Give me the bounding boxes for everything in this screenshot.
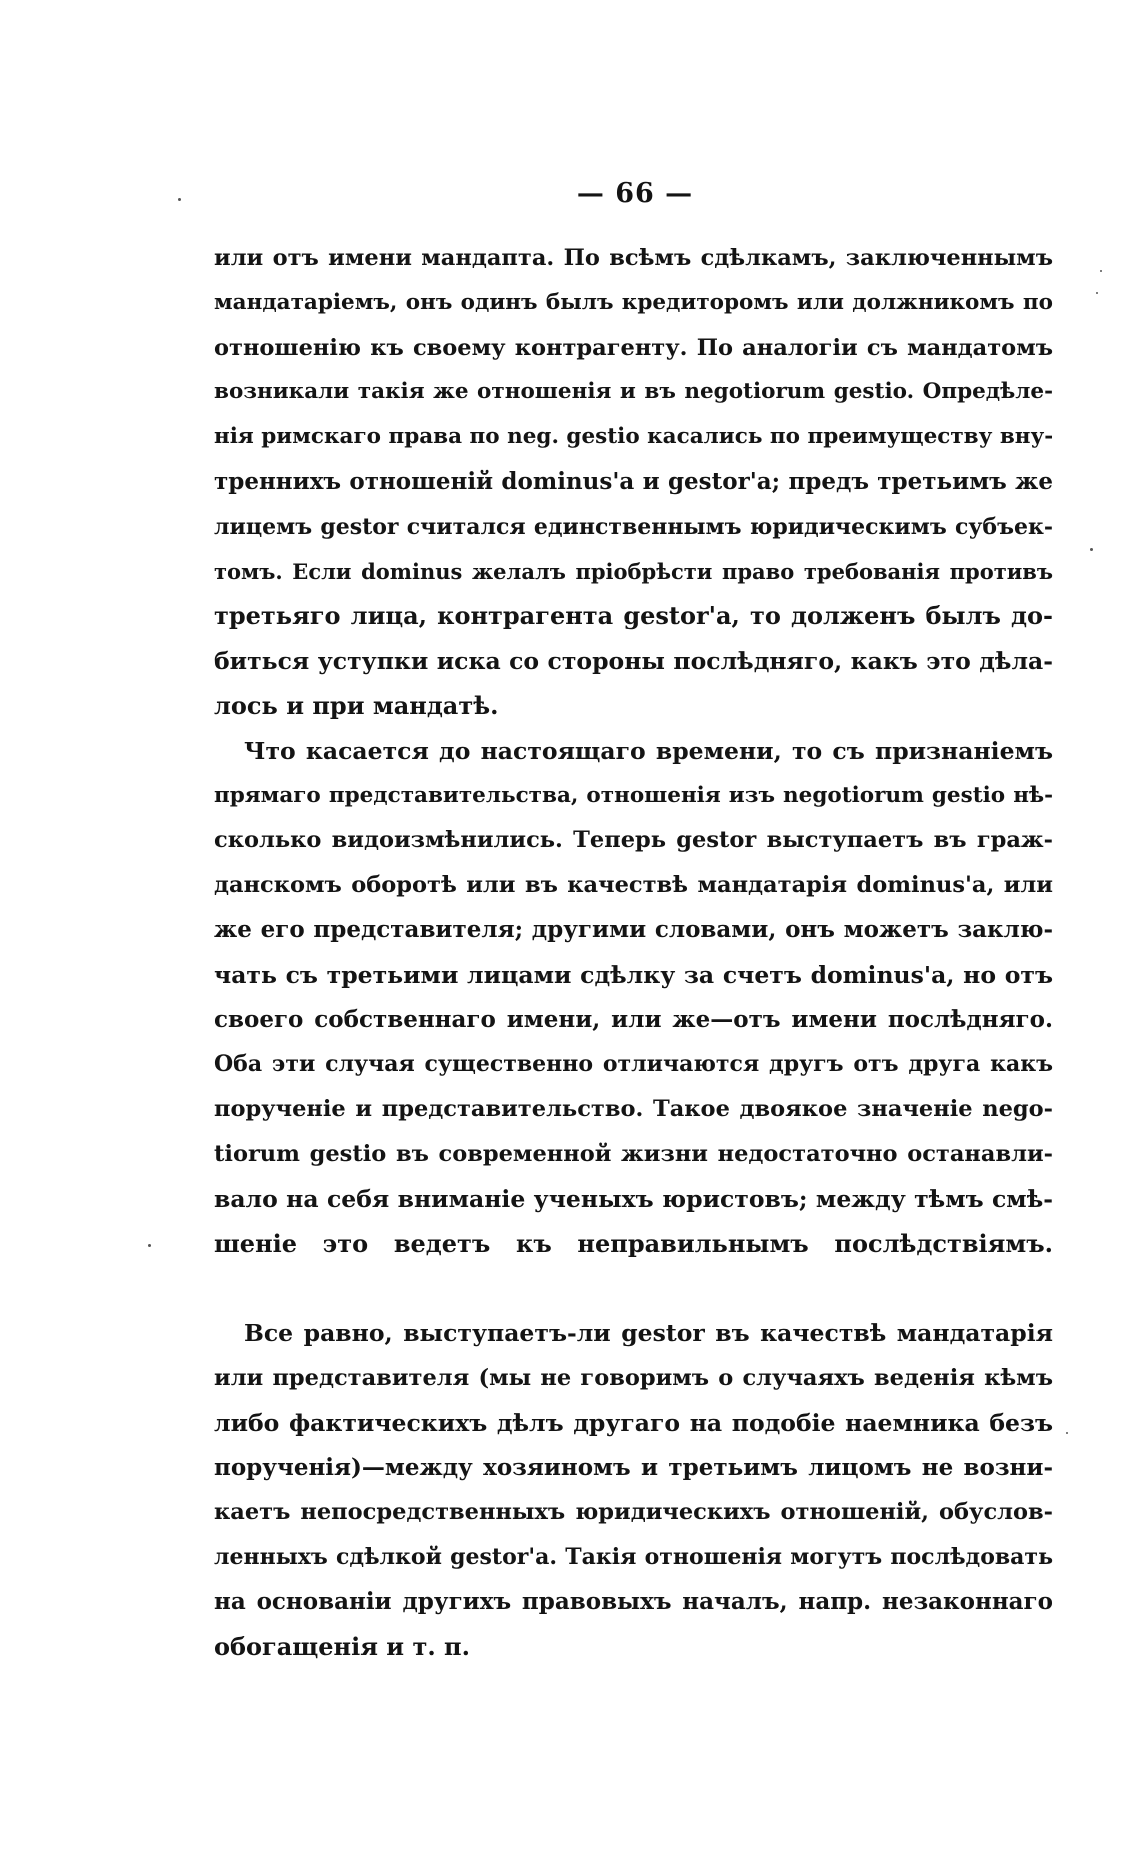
text-line: Все равно, выступаетъ-ли gestor въ качествѣ мандатарія: [244, 1319, 1053, 1348]
text-line: порученіе и представительство. Такое двоякое значеніе nego-: [214, 1096, 1053, 1123]
text-line: своего собственнаго имени, или же—отъ имени послѣдняго.: [214, 1005, 1053, 1033]
text-line: возникали такія же отношенія и въ negotiorum gestio. Опредѣле-: [214, 379, 1053, 405]
text-line: или представителя (мы не говоримъ о случаяхъ веденія кѣмъ: [214, 1364, 1053, 1391]
text-line: tiorum gestio въ современной жизни недостаточно останавли-: [214, 1140, 1053, 1167]
text-line: Что касается до настоящаго времени, то съ признаніемъ: [244, 736, 1053, 765]
scan-speck: [178, 198, 181, 201]
paragraph-3: [214, 1311, 1053, 1669]
scan-speck: [148, 1244, 151, 1247]
scan-speck: [1090, 548, 1093, 551]
scan-speck: [1096, 292, 1098, 294]
text-line: отношенію къ своему контрагенту. По аналогіи съ мандатомъ: [214, 334, 1053, 361]
text-line: шеніе это ведетъ къ неправильнымъ послѣдствіямъ.: [214, 1228, 1053, 1258]
text-line: томъ. Если dominus желалъ пріобрѣсти право требованія противъ: [214, 558, 1053, 584]
text-line: обогащенія и т. п.: [214, 1631, 470, 1661]
text-line: ленныхъ сдѣлкой gestor'а. Такія отношенія могутъ послѣдовать: [214, 1544, 1053, 1571]
text-line: на основаніи другихъ правовыхъ началъ, напр. незаконнаго: [214, 1587, 1053, 1615]
text-line: лицемъ gestor считался единственнымъ юридическимъ субъек-: [214, 513, 1053, 540]
text-line: лось и при мандатѣ.: [214, 690, 499, 720]
text-line: порученія)—между хозяиномъ и третьимъ лицомъ не возни-: [214, 1453, 1053, 1481]
text-line: или отъ имени мандапта. По всѣмъ сдѣлкамъ, заключеннымъ: [214, 245, 1053, 271]
text-line: [214, 1266, 1053, 1311]
text-line: биться уступки иска со стороны послѣдняго, какъ это дѣла-: [214, 647, 1053, 676]
paragraph-1: [214, 236, 1053, 729]
text-line: сколько видоизмѣнились. Теперь gestor выступаетъ въ граж-: [214, 827, 1053, 854]
text-line: вало на себя вниманіе ученыхъ юристовъ; между тѣмъ смѣ-: [214, 1184, 1053, 1213]
text-line: треннихъ отношеній dominus'а и gestor'а; предъ третьимъ же: [214, 467, 1053, 495]
text-line: нія римскаго права по neg. gestio касались по преимуществу вну-: [214, 424, 1054, 450]
text-line: же его представителя; другими словами, онъ можетъ заклю-: [214, 915, 1053, 943]
text-line: мандатаріемъ, онъ одинъ былъ кредиторомъ или должникомъ по: [214, 289, 1053, 315]
text-line: третьяго лица, контрагента gestor'а, то долженъ былъ до-: [214, 601, 1053, 631]
page-number: — 66 —: [576, 178, 694, 209]
paragraph-2: [214, 729, 1053, 1311]
scan-speck: [1066, 1432, 1068, 1434]
text-line: Оба эти случая существенно отличаются другъ отъ друга какъ: [214, 1051, 1053, 1078]
body-text: [214, 236, 1053, 1670]
text-line: данскомъ оборотѣ или въ качествѣ мандатарія dominus'а, или: [214, 872, 1053, 899]
text-line: либо фактическихъ дѣлъ другаго на подобіе наемника безъ: [214, 1408, 1053, 1437]
text-line: прямаго представительства, отношенія изъ negotiorum gestio нѣ-: [214, 782, 1053, 808]
text-line: каетъ непосредственныхъ юридическихъ отношеній, обуслов-: [214, 1499, 1053, 1526]
text-line: чать съ третьими лицами сдѣлку за счетъ dominus'а, но отъ: [214, 960, 1053, 989]
scan-speck: [1100, 270, 1102, 272]
